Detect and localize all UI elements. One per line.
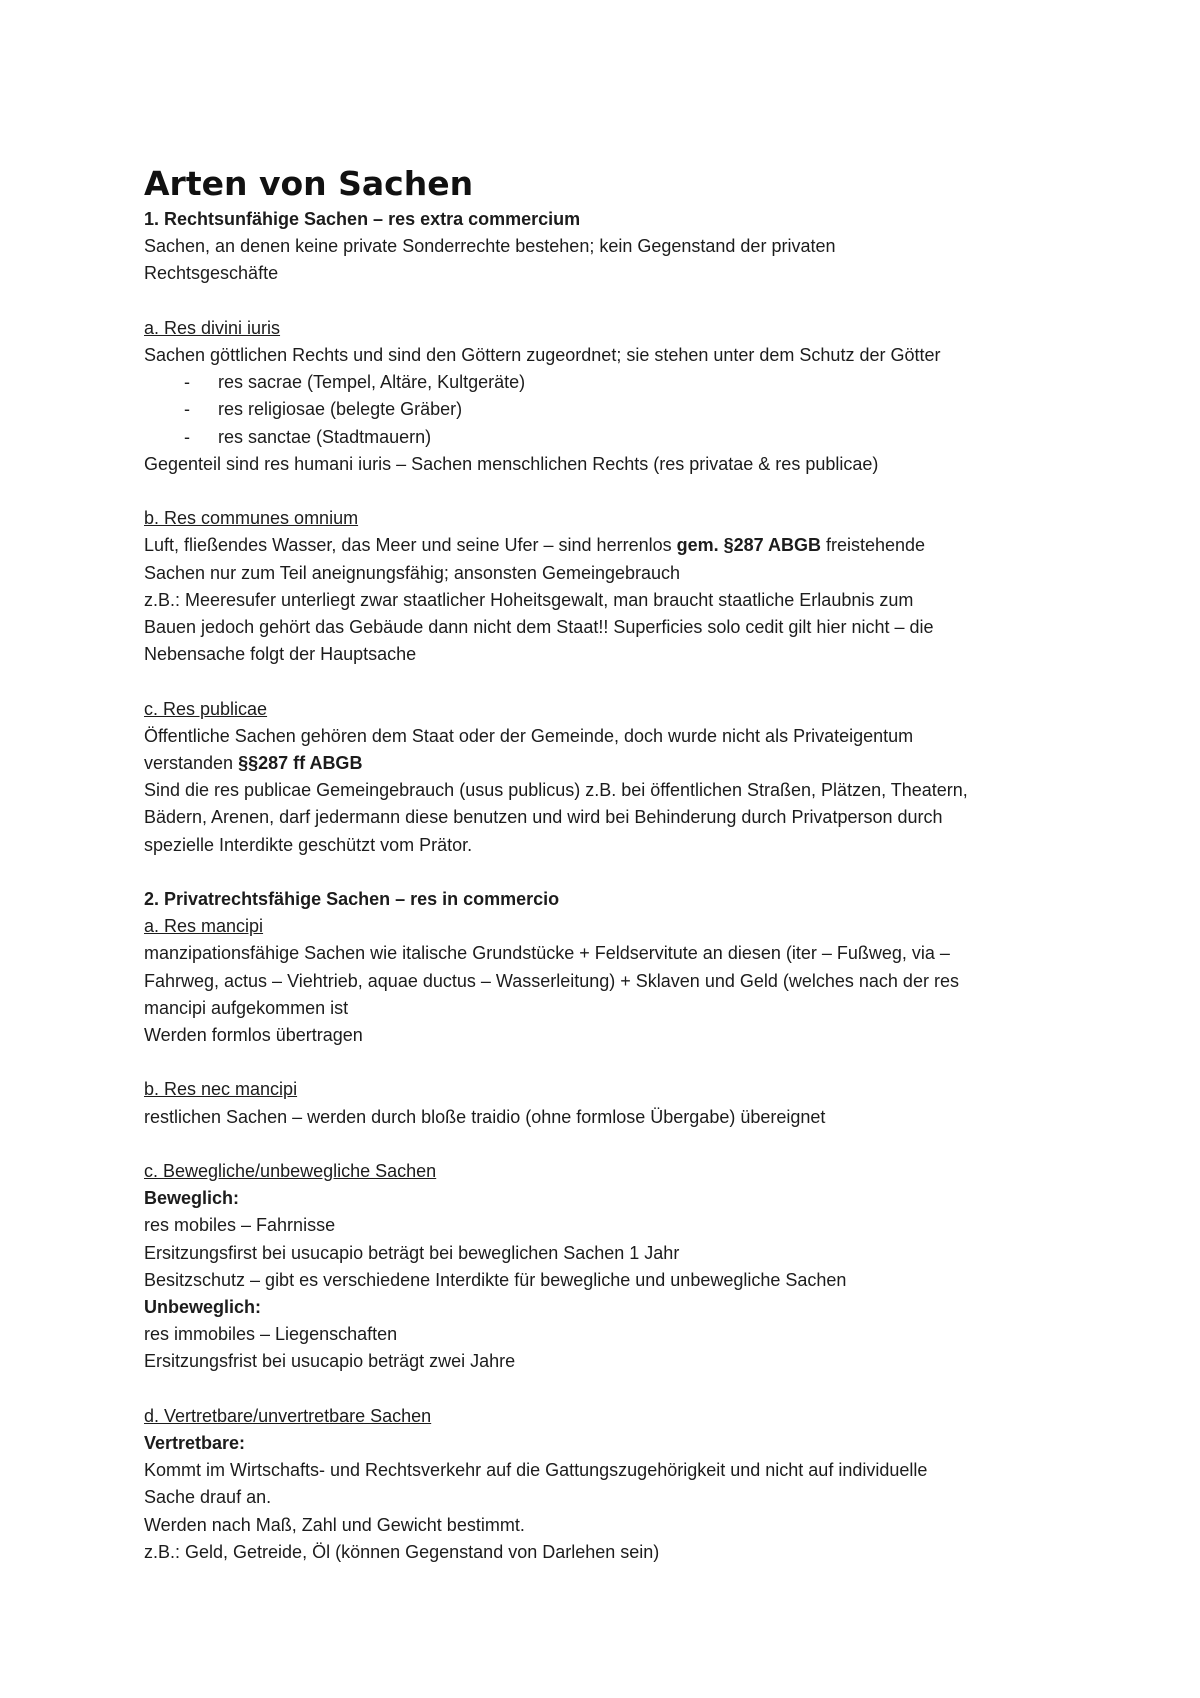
spacer: [144, 1131, 1074, 1158]
subsection-c-line-5: spezielle Interdikte geschützt vom Prätor.: [144, 834, 473, 855]
subsection-d-heading: d. Vertretbare/unvertretbare Sachen: [144, 1405, 432, 1426]
subsection-c2-sub-2: Unbeweglich:: [144, 1297, 262, 1318]
spacer: [144, 1376, 1074, 1403]
subsection-a2-line-4: Werden formlos übertragen: [144, 1025, 363, 1046]
list-item: [144, 424, 1074, 451]
subsection-a2-heading: a. Res mancipi: [144, 916, 264, 937]
subsection-d-line-2: Sache drauf an.: [144, 1487, 272, 1508]
section-1-text: Sachen, an denen keine private Sonderrechte bestehen; kein Gegenstand der privaten: [144, 236, 836, 257]
list-item-text: res religiosae (belegte Gräber): [218, 399, 463, 420]
subsection-d-sub-1: Vertretbare:: [144, 1433, 246, 1454]
subsection-c-line-3: Sind die res publicae Gemeingebrauch (usus publicus) z.B. bei öffentlichen Straßen, Plätzen, Theatern,: [144, 780, 968, 801]
subsection-c2-line-2: Ersitzungsfirst bei usucapio beträgt bei beweglichen Sachen 1 Jahr: [144, 1242, 680, 1263]
subsection-a2-line-1: manzipationsfähige Sachen wie italische Grundstücke + Feldservitute an diesen (iter – Fußweg, via –: [144, 943, 950, 964]
subsection-a-list: [144, 369, 1074, 451]
section-2-heading: 2. Privatrechtsfähige Sachen – res in commercio: [144, 889, 560, 910]
text-run: verstanden: [144, 753, 239, 774]
subsection-b-line-3: z.B.: Meeresufer unterliegt zwar staatlicher Hoheitsgewalt, man braucht staatliche Erlaubnis zum: [144, 589, 914, 610]
subsection-c2-sub-1: Beweglich:: [144, 1188, 240, 1209]
subsection-a2-line-2: Fahrweg, actus – Viehtrieb, aquae ductus – Wasserleitung) + Sklaven und Geld (welches nach der res: [144, 970, 959, 991]
subsection-c-line-2: [144, 750, 1074, 777]
subsection-c-heading: c. Res publicae: [144, 698, 268, 719]
text-run: freistehende: [821, 535, 926, 556]
subsection-b-line-2: Sachen nur zum Teil aneignungsfähig; ansonsten Gemeingebrauch: [144, 562, 681, 583]
dash-bullet: -: [184, 399, 190, 420]
subsection-d-line-1: Kommt im Wirtschafts- und Rechtsverkehr auf die Gattungszugehörigkeit und nicht auf individuelle: [144, 1460, 928, 1481]
subsection-d-line-4: z.B.: Geld, Getreide, Öl (können Gegenstand von Darlehen sein): [144, 1541, 660, 1562]
subsection-b-line-1: [144, 532, 1074, 559]
subsection-c2-line-5: Ersitzungsfrist bei usucapio beträgt zwei Jahre: [144, 1351, 516, 1372]
list-item-text: res sacrae (Tempel, Altäre, Kultgeräte): [218, 372, 526, 393]
section-1-text-cont: Rechtsgeschäfte: [144, 263, 279, 284]
dash-bullet: -: [184, 426, 190, 447]
subsection-b-line-4: Bauen jedoch gehört das Gebäude dann nicht dem Staat!! Superficies solo cedit gilt hier nicht – die: [144, 617, 934, 638]
spacer: [144, 1049, 1074, 1076]
spacer: [144, 288, 1074, 315]
subsection-b-line-5: Nebensache folgt der Hauptsache: [144, 644, 417, 665]
subsection-c2-line-3: Besitzschutz – gibt es verschiedene Interdikte für bewegliche und unbewegliche Sachen: [144, 1269, 847, 1290]
spacer: [144, 478, 1074, 505]
subsection-c-line-4: Bädern, Arenen, darf jedermann diese benutzen und wird bei Behinderung durch Privatperson durch: [144, 807, 943, 828]
spacer: [144, 668, 1074, 695]
subsection-c2-line-4: res immobiles – Liegenschaften: [144, 1324, 398, 1345]
list-item: [144, 369, 1074, 396]
subsection-a-text: Sachen göttlichen Rechts und sind den Göttern zugeordnet; sie stehen unter dem Schutz der Götter: [144, 345, 941, 365]
document-title: Arten von Sachen: [144, 164, 474, 203]
document-body: [144, 162, 1074, 1566]
subsection-b2-heading: b. Res nec mancipi: [144, 1079, 298, 1100]
subsection-b2-line-1: restlichen Sachen – werden durch bloße traidio (ohne formlose Übergabe) übereignet: [144, 1106, 826, 1127]
subsection-a-heading: a. Res divini iuris: [144, 317, 281, 338]
subsection-d-line-3: Werden nach Maß, Zahl und Gewicht bestimmt.: [144, 1514, 525, 1535]
subsection-c2-heading: c. Bewegliche/unbewegliche Sachen: [144, 1161, 437, 1182]
subsection-a2-line-3: mancipi aufgekommen ist: [144, 997, 349, 1018]
list-item: [144, 396, 1074, 423]
legal-reference: gem. §287 ABGB: [676, 535, 821, 556]
list-item-text: res sanctae (Stadtmauern): [218, 426, 432, 447]
subsection-a-after: Gegenteil sind res humani iuris – Sachen menschlichen Rechts (res privatae & res publicae): [144, 453, 879, 474]
legal-reference: §§287 ff ABGB: [238, 753, 363, 774]
subsection-b-heading: b. Res communes omnium: [144, 508, 359, 529]
spacer: [144, 859, 1074, 886]
section-1-heading: 1. Rechtsunfähige Sachen – res extra commercium: [144, 209, 581, 229]
dash-bullet: -: [184, 372, 190, 393]
text-run: Luft, fließendes Wasser, das Meer und seine Ufer – sind herrenlos: [144, 535, 677, 556]
subsection-c-line-1: Öffentliche Sachen gehören dem Staat oder der Gemeinde, doch wurde nicht als Privateigentum: [144, 725, 914, 746]
subsection-c2-line-1: res mobiles – Fahrnisse: [144, 1215, 336, 1236]
